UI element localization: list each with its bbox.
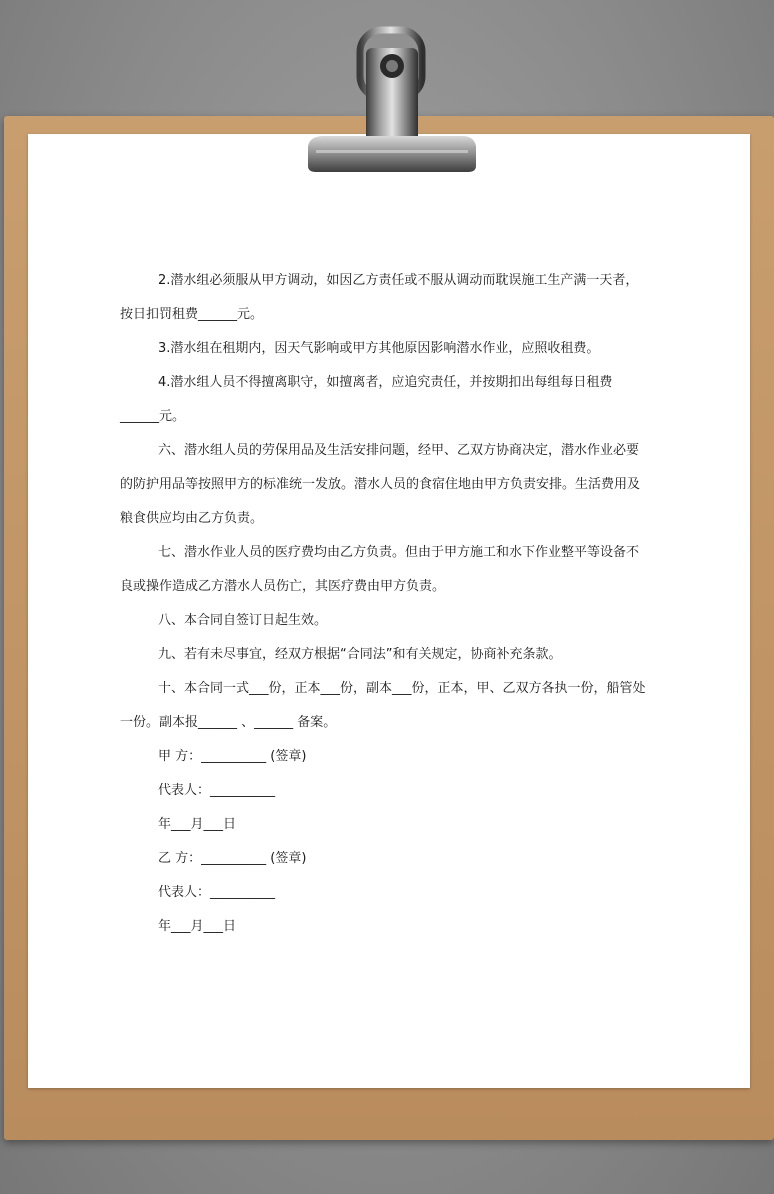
binder-clip-icon bbox=[0, 0, 774, 200]
clause-paragraph: 2.潜水组必须服从甲方调动，如因乙方责任或不服从调动而耽误施工生产满一天者，按日扣罚租费______元。 bbox=[120, 273, 639, 322]
clause-paragraph: 八、本合同自签订日起生效。 bbox=[158, 613, 328, 628]
party-b-representative: 代表人：__________ bbox=[158, 885, 276, 900]
party-a-signature: 甲 方：__________ (签章) bbox=[158, 749, 307, 764]
clause-paragraph: 十、本合同一式___份，正本___份，副本___份，正本，甲、乙双方各执一份，船管处一份。副本报______ 、______ 备案。 bbox=[120, 681, 646, 730]
clause-paragraph: 七、潜水作业人员的医疗费均由乙方负责。但由于甲方施工和水下作业整平等设备不良或操作造成乙方潜水人员伤亡，其医疗费由甲方负责。 bbox=[120, 545, 640, 594]
clause-paragraph: 3.潜水组在租期内，因天气影响或甲方其他原因影响潜水作业，应照收租费。 bbox=[158, 341, 600, 356]
contract-body bbox=[120, 264, 648, 944]
clause-paragraph: 九、若有未尽事宜，经双方根据“合同法”和有关规定，协商补充条款。 bbox=[158, 647, 562, 662]
party-b-date: 年___月___日 bbox=[158, 919, 237, 934]
party-a-representative: 代表人：__________ bbox=[158, 783, 276, 798]
party-a-date: 年___月___日 bbox=[158, 817, 237, 832]
party-b-signature: 乙 方：__________ (签章) bbox=[158, 851, 307, 866]
clause-paragraph: 六、潜水组人员的劳保用品及生活安排问题，经甲、乙双方协商决定，潜水作业必要的防护用品等按照甲方的标准统一发放。潜水人员的食宿住地由甲方负责安排。生活费用及粮食供应均由乙方负责。 bbox=[120, 443, 641, 526]
clause-paragraph: 4.潜水组人员不得擅离职守，如擅离者，应追究责任，并按期扣出每组每日租费______元。 bbox=[120, 375, 613, 424]
